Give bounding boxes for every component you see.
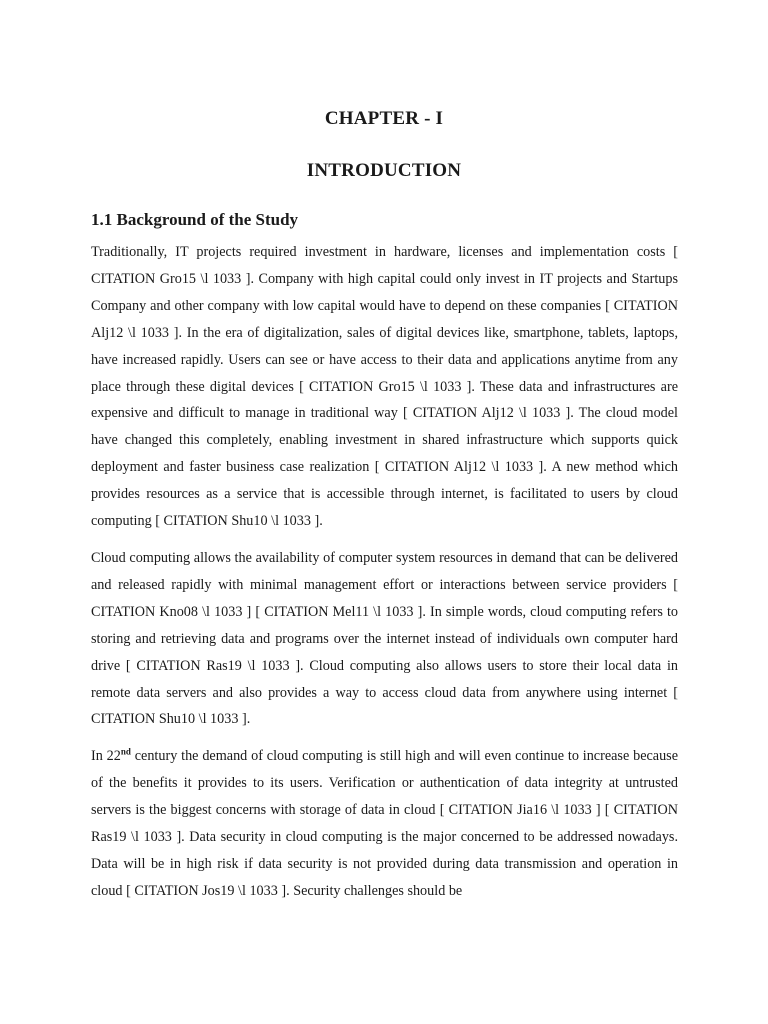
paragraph-3-prefix: In 22 (91, 748, 121, 765)
chapter-title: CHAPTER - I (324, 108, 444, 129)
paragraph-2: Cloud computing allows the availability of computer system resources in demand that can be delivered and released rapidly with minimal management effort or interactions between service providers [ CITATION Kno08 \l 1033 ] [ CITATION Mel11 \l 1033 ]. In simple words, cloud computing refers to storing and retrieving data and programs over the internet instead of individuals own computer hard drive [ CITATION Ras19 \l 1033 ]. Cloud computing also allows users to store their local data in remote data servers and also provides a way to access cloud data from anywhere using internet [ CITATION Shu10 \l 1033 ]. (91, 549, 678, 728)
chapter-subtitle: INTRODUCTION (306, 160, 462, 181)
ordinal-superscript: nd (120, 746, 131, 757)
paragraph-1: Traditionally, IT projects required investment in hardware, licenses and implementation costs [ CITATION Gro15 \l 1033 ]. Company with high capital could only invest in IT projects and Startups Company and other company with low capital would have to depend on these companies [ CITATION Alj12 \l 1033 ]. In the era of digitalization, sales of digital devices like, smartphone, tablets, laptops, have increased rapidly. Users can see or have access to their data and applications anytime from any place through these digital devices [ CITATION Gro15 \l 1033 ]. These data and infrastructures are expensive and difficult to manage in traditional way [ CITATION Alj12 \l 1033 ]. The cloud model have changed this completely, enabling investment in shared infrastructure which supports quick deployment and faster business case realization [ CITATION Alj12 \l 1033 ]. A new method which provides resources as a service that is accessible through internet, is facilitated to users by cloud computing [ CITATION Shu10 \l 1033 ]. (91, 244, 678, 530)
section-heading: 1.1 Background of the Study (91, 210, 299, 229)
paragraph-3 (91, 743, 678, 904)
body-text (91, 239, 678, 915)
paragraph-3-rest: century the demand of cloud computing is still high and will even continue to increase because of the benefits it provides to its users. Verification or authentication of data integrity at untrusted servers is the biggest concerns with storage of data in cloud [ CITATION Jia16 \l 1033 ] [ CITATION Ras19 \l 1033 ]. Data security in cloud computing is the major concerned to be addressed nowadays. Data will be in high risk if data security is not provided during data transmission and operation in cloud [ CITATION Jos19 \l 1033 ]. Security challenges should be (91, 748, 679, 899)
